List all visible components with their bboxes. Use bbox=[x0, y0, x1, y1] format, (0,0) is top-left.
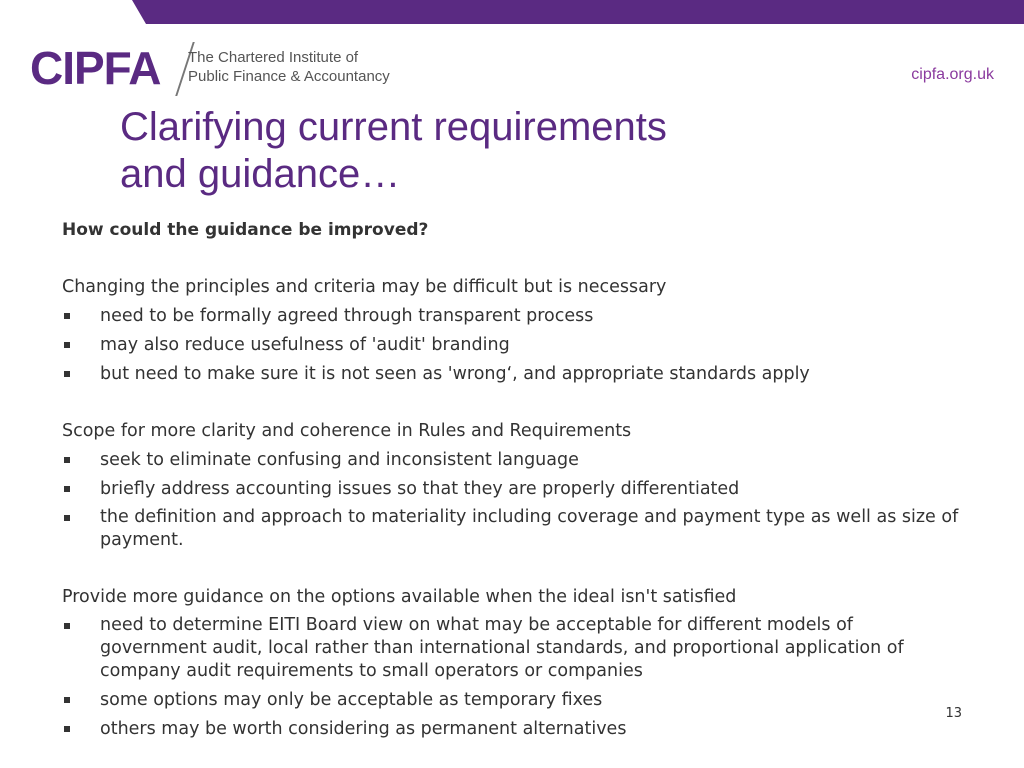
section-question-heading: How could the guidance be improved? bbox=[62, 220, 429, 240]
bullet-list bbox=[62, 304, 962, 386]
logo-tagline bbox=[188, 48, 390, 86]
section-principles bbox=[62, 275, 962, 386]
logo-tagline-line1: The Chartered Institute of bbox=[188, 49, 359, 66]
section-lead: Provide more guidance on the options available when the ideal isn't satisfied bbox=[62, 587, 737, 607]
bullet-item: but need to make sure it is not seen as 'wrong‘, and appropriate standards apply bbox=[62, 362, 962, 386]
slide-title-line1: Clarifying current requirements bbox=[120, 105, 667, 149]
site-url-link[interactable]: cipfa.org.uk bbox=[911, 66, 994, 83]
bullet-list bbox=[62, 614, 962, 741]
slide-title bbox=[120, 104, 667, 198]
bullet-list bbox=[62, 448, 962, 552]
bullet-item: may also reduce usefulness of 'audit' branding bbox=[62, 333, 962, 357]
logo-wordmark: CIPFA bbox=[30, 42, 161, 94]
slide-body bbox=[62, 218, 962, 746]
bullet-item: some options may only be acceptable as temporary fixes bbox=[62, 688, 962, 712]
section-options bbox=[62, 585, 962, 741]
section-lead: Changing the principles and criteria may be difficult but is necessary bbox=[62, 277, 667, 297]
section-lead: Scope for more clarity and coherence in Rules and Requirements bbox=[62, 421, 632, 441]
bullet-item: need to determine EITI Board view on what may be acceptable for different models of government audit, local rather than international standards, and proportional application of company audit requirements to small operators or companies bbox=[62, 614, 962, 683]
bullet-item: seek to eliminate confusing and inconsistent language bbox=[62, 448, 962, 472]
logo-tagline-line2: Public Finance & Accountancy bbox=[188, 68, 390, 85]
page-number: 13 bbox=[945, 706, 962, 721]
bullet-item: briefly address accounting issues so that they are properly differentiated bbox=[62, 477, 962, 501]
section-clarity bbox=[62, 419, 962, 552]
bullet-item: need to be formally agreed through transparent process bbox=[62, 304, 962, 328]
slide-title-line2: and guidance… bbox=[120, 152, 401, 196]
bullet-item: others may be worth considering as permanent alternatives bbox=[62, 717, 962, 741]
header-accent-bar bbox=[146, 0, 1024, 24]
bullet-item: the definition and approach to materiality including coverage and payment type as well as size of payment. bbox=[62, 506, 962, 552]
